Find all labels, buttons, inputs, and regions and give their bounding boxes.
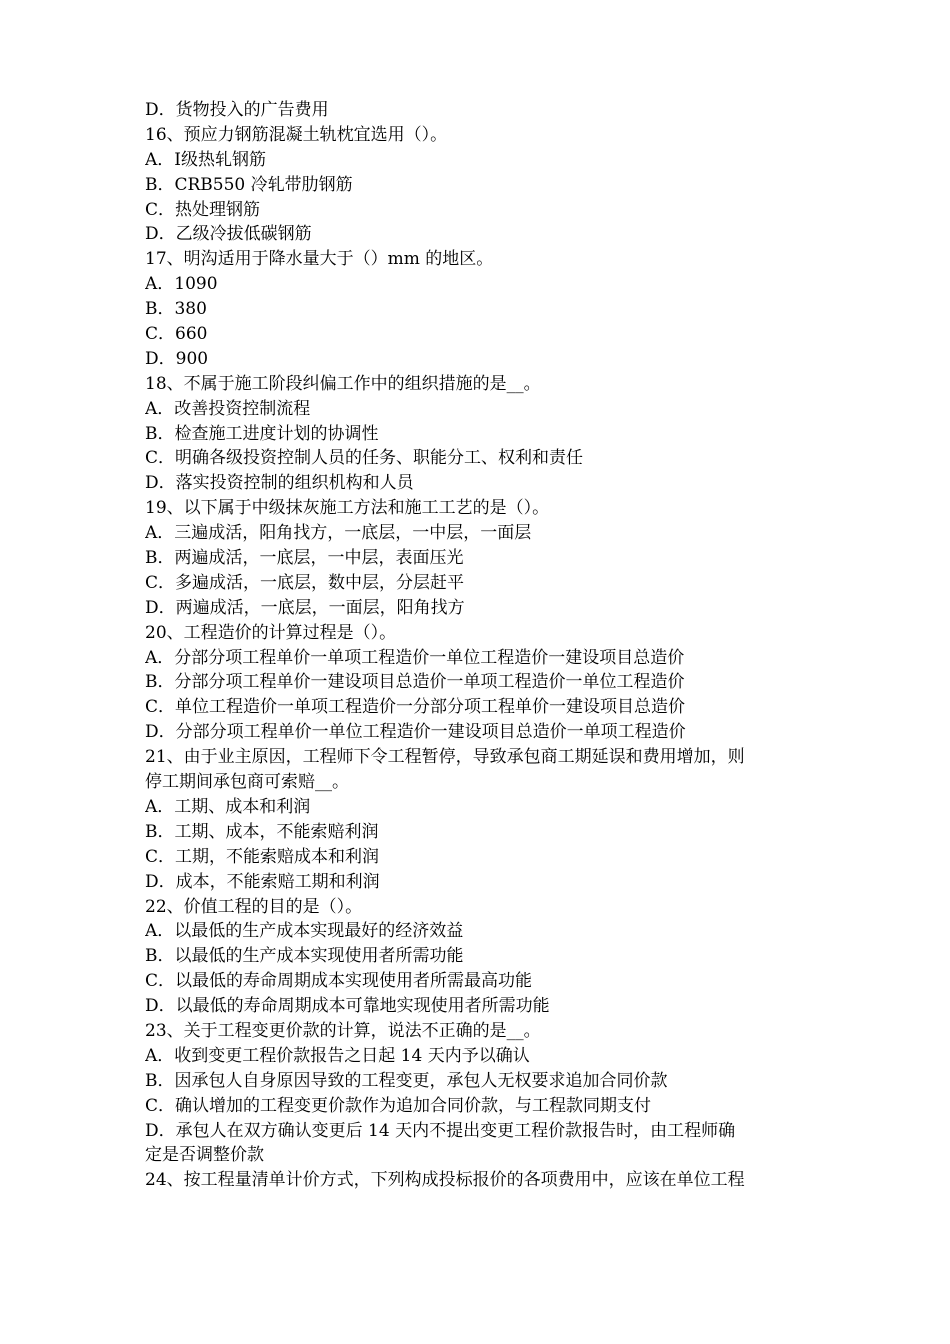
option-line: B．两遍成活，一底层，一中层，表面压光 xyxy=(145,548,464,569)
question-line: 18、不属于施工阶段纠偏工作中的组织措施的是__。 xyxy=(145,373,541,394)
option-line: D．以最低的寿命周期成本可靠地实现使用者所需功能 xyxy=(145,996,550,1017)
question-line: 17、明沟适用于降水量大于（）mm 的地区。 xyxy=(145,249,494,270)
option-line: B．工期、成本，不能索赔利润 xyxy=(145,821,379,842)
option-line: A．1090 xyxy=(145,274,218,295)
option-line: D．承包人在双方确认变更后 14 天内不提出变更工程价款报告时，由工程师确 xyxy=(145,1120,736,1141)
option-line: D．900 xyxy=(145,348,209,369)
option-line: D．落实投资控制的组织机构和人员 xyxy=(145,473,414,494)
option-line: C．明确各级投资控制人员的任务、职能分工、权利和责任 xyxy=(145,448,584,469)
option-line: C．单位工程造价一单项工程造价一分部分项工程单价一建设项目总造价 xyxy=(145,697,686,718)
question-line: 23、关于工程变更价款的计算，说法不正确的是__。 xyxy=(145,1020,541,1041)
option-line: D．分部分项工程单价一单位工程造价一建设项目总造价一单项工程造价 xyxy=(145,722,686,743)
option-line: A．以最低的生产成本实现最好的经济效益 xyxy=(145,921,464,942)
question-line-continued: 停工期间承包商可索赔__。 xyxy=(145,772,349,793)
option-line: C．工期，不能索赔成本和利润 xyxy=(145,846,380,867)
option-line: C．以最低的寿命周期成本实现使用者所需最高功能 xyxy=(145,971,533,992)
option-line: D．乙级冷拔低碳钢筋 xyxy=(145,224,312,245)
question-line: 20、工程造价的计算过程是（）。 xyxy=(145,622,397,643)
option-line: A．Ⅰ级热轧钢筋 xyxy=(145,149,266,170)
option-line: A．收到变更工程价款报告之日起 14 天内予以确认 xyxy=(145,1045,530,1066)
document-body xyxy=(145,98,815,1193)
option-line: B．380 xyxy=(145,299,207,320)
question-line: 24、按工程量清单计价方式，下列构成投标报价的各项费用中，应该在单位工程 xyxy=(145,1170,745,1191)
option-line: C．热处理钢筋 xyxy=(145,199,261,220)
option-line: D．货物投入的广告费用 xyxy=(145,100,329,120)
option-line: C．多遍成活，一底层，数中层，分层赶平 xyxy=(145,572,465,593)
option-line: C．660 xyxy=(145,324,208,345)
question-line: 21、由于业主原因，工程师下令工程暂停，导致承包商工期延误和费用增加，则 xyxy=(145,747,745,768)
option-line: C．确认增加的工程变更价款作为追加合同价款，与工程款同期支付 xyxy=(145,1095,652,1116)
option-line: A．工期、成本和利润 xyxy=(145,796,311,817)
question-line: 16、预应力钢筋混凝土轨枕宜选用（）。 xyxy=(145,124,448,145)
option-line: B．检查施工进度计划的协调性 xyxy=(145,423,379,444)
option-line: A．三遍成活，阳角找方，一底层，一中层，一面层 xyxy=(145,523,532,544)
question-line: 22、价值工程的目的是（）。 xyxy=(145,896,363,917)
option-line: B．CRB550 冷轧带肋钢筋 xyxy=(145,174,353,195)
option-line: D．两遍成活，一底层，一面层，阳角找方 xyxy=(145,597,465,618)
option-line: A．改善投资控制流程 xyxy=(145,398,311,419)
option-line: B．分部分项工程单价一建设项目总造价一单项工程造价一单位工程造价 xyxy=(145,672,685,693)
option-line: B．因承包人自身原因导致的工程变更，承包人无权要求追加合同价款 xyxy=(145,1070,668,1091)
question-line: 19、以下属于中级抹灰施工方法和施工工艺的是（）。 xyxy=(145,498,550,519)
option-line: D．成本，不能索赔工期和利润 xyxy=(145,871,380,892)
option-line: A．分部分项工程单价一单项工程造价一单位工程造价一建设项目总造价 xyxy=(145,647,685,668)
option-line-continued: 定是否调整价款 xyxy=(145,1145,264,1166)
option-line: B．以最低的生产成本实现使用者所需功能 xyxy=(145,946,464,967)
